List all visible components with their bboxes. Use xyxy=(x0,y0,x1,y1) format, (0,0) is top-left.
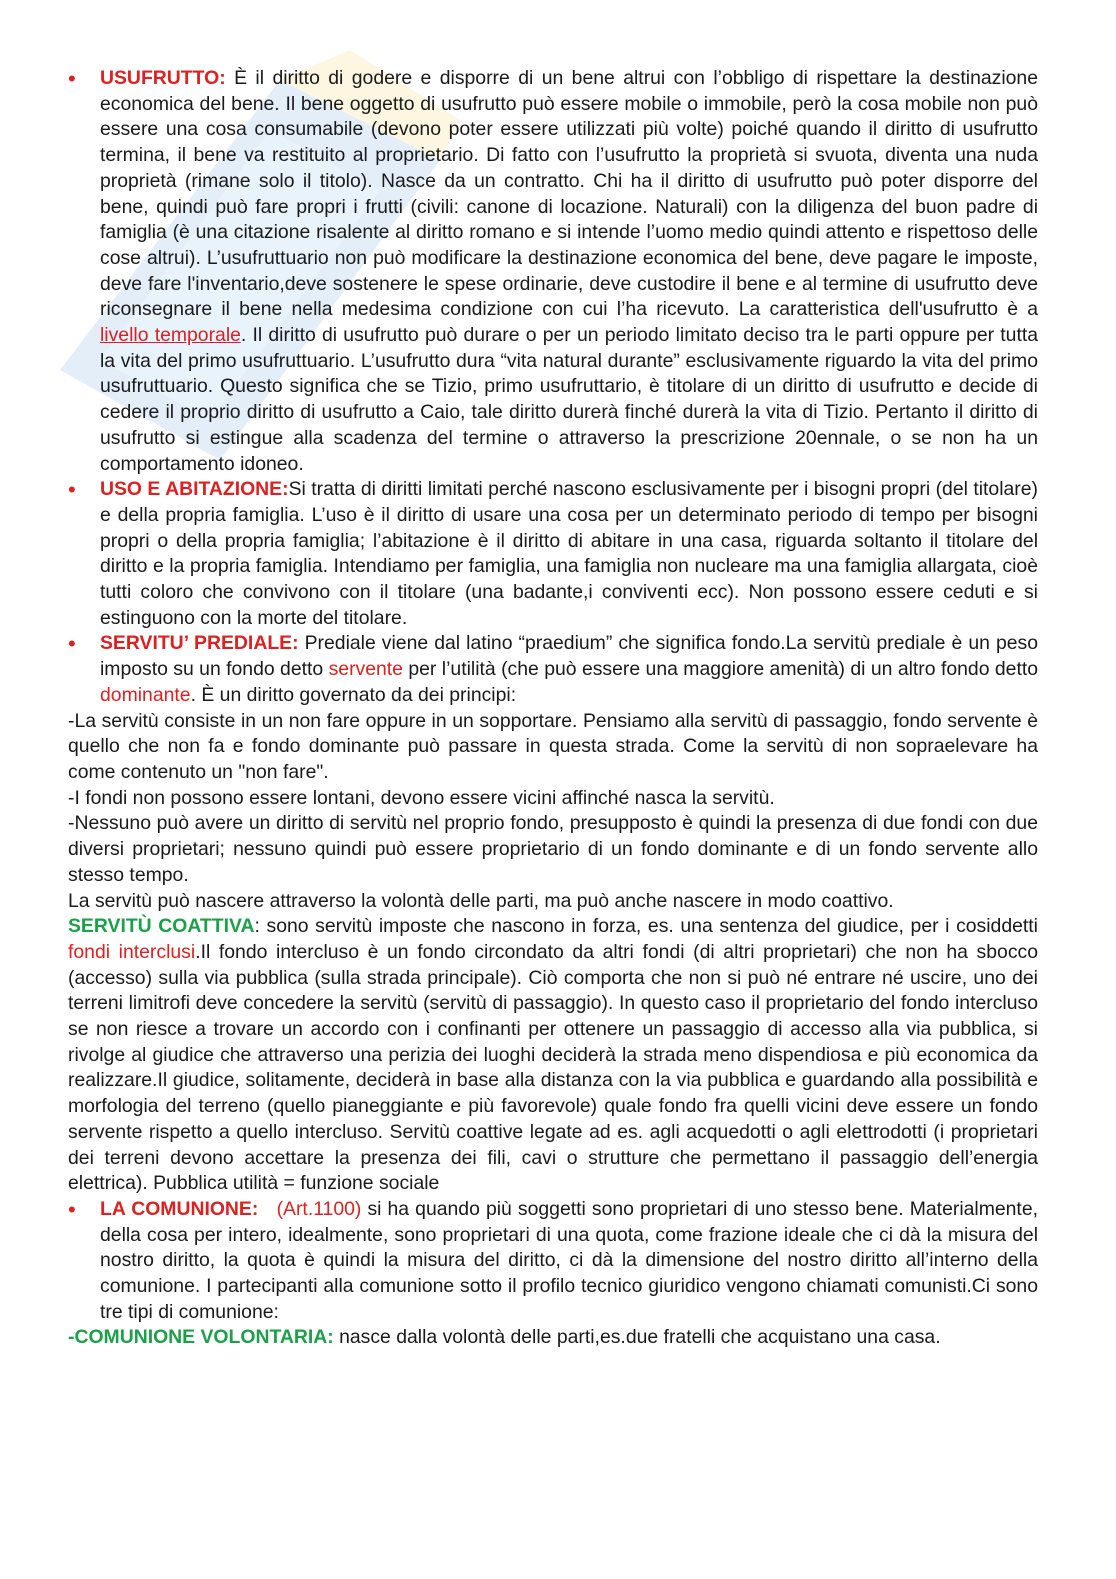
principle-paragraph: La servitù può nascere attraverso la volontà delle parti, ma può anche nascere in modo coattivo. xyxy=(68,889,894,912)
servitu-text-3: . È un diritto governato da dei principi: xyxy=(190,683,517,706)
bullet-usufrutto xyxy=(68,66,1038,477)
bullet-uso-abitazione xyxy=(68,477,1038,631)
heading-servitu-coattiva: SERVITÙ COATTIVA xyxy=(68,915,255,938)
principle-paragraph: -I fondi non possono essere lontani, devono essere vicini affinché nasca la servitù. xyxy=(68,786,775,809)
heading-uso-abitazione: USO E ABITAZIONE: xyxy=(100,478,289,501)
coattiva-text-2: .Il fondo intercluso è un fondo circondato da altri fondi (di altri proprietari) che non ha sbocco (accesso) sulla via pubblica (sulla strada principale). Ciò comporta che non si può né entrare né uscire, uno dei terreni limitrofi deve concedere la servitù (servitù di passaggio). In questo caso il proprietario del fondo intercluso se non riesce a trovare un accordo con i confinanti per ottenere un passaggio di accesso alla via pubblica, si rivolge al giudice che attraverso una perizia dei luoghi deciderà la strada meno dispendiosa e più economica da realizzare.Il giudice, solitamente, deciderà in base alla distanza con la via pubblica e guardando alla possibilità e morfologia del terreno (quello pianeggiante e più favorevole) quale fondo fra quelli vicini deve essere un fondo servente rispetto a quello intercluso. Servitù coattive legate ad es. agli acquedotti o agli elettrodotti (i proprietari dei terreni devono accettare la presenza dei fili, cavi o strutture che permettano il passaggio dell’energia elettrica). Pubblica utilità = funzione sociale xyxy=(68,940,1038,1195)
heading-comunione: LA COMUNIONE: xyxy=(100,1197,259,1220)
document-body xyxy=(68,66,1038,1351)
heading-comunione-volontaria: -COMUNIONE VOLONTARIA: xyxy=(68,1326,334,1349)
coattiva-text-1: : sono servitù imposte che nascono in forza, es. una sentenza del giudice, per i cosiddetti xyxy=(254,915,1038,938)
bullet-comunione xyxy=(68,1197,1038,1326)
bullet-servitu-prediale xyxy=(68,631,1038,708)
servitu-text-1: Prediale viene dal latino “praedium” che significa fondo.La servitù prediale è un peso imposto su un fondo detto xyxy=(100,632,1038,681)
heading-usufrutto: USUFRUTTO: xyxy=(100,67,226,89)
comunione-text: si ha quando più soggetti sono proprietari di uno stesso bene. Materialmente, della cosa per intero, idealmente, sono proprietari di una quota, come frazione ideale che ci dà la misura del nostro diritto, la quota è quindi la misura del diritto, ci dà la dimensione del nostro diritto all’interno della comunione. I partecipanti alla comunione sotto il profilo tecnico giuridico vengono chiamati comunisti.Ci sono tre tipi di comunione: xyxy=(100,1197,1038,1323)
principle-paragraph: -Nessuno può avere un diritto di servitù nel proprio fondo, presupposto è quindi la presenza di due fondi con due diversi proprietari; nessuno quindi può essere proprietario di un fondo dominante e di un fondo servente allo stesso tempo. xyxy=(68,812,1038,886)
servitu-text-2: per l’utilità (che può essere una maggiore amenità) di un altro fondo detto xyxy=(402,658,1038,681)
principle-paragraph: -La servitù consiste in un non fare oppure in un sopportare. Pensiamo alla servitù di passaggio, fondo servente è quello che non fa e fondo dominante può passare in questa strada. Come la servitù di non sopraelevare ha come contenuto un "non fare". xyxy=(68,709,1038,783)
livello-temporale-link[interactable]: livello temporale xyxy=(100,324,241,347)
paragraph-servitu-coattiva xyxy=(68,914,1038,1197)
article-reference: (Art.1100) xyxy=(276,1197,362,1220)
term-dominante: dominante xyxy=(100,683,191,706)
paragraph-comunione-volontaria xyxy=(68,1325,1038,1351)
volontaria-text: nasce dalla volontà delle parti,es.due fratelli che acquistano una casa. xyxy=(333,1326,941,1349)
term-servente: servente xyxy=(328,658,403,681)
usufrutto-text-2: . Il diritto di usufrutto può durare o per un periodo limitato deciso tra le parti oppure per tutta la vita del primo usufruttuario. L’usufrutto dura “vita natural durante” esclusivamente riguardo la vita del primo usufruttuario. Questo significa che se Tizio, primo usufruttario, è titolare di un diritto di usufrutto e decide di cedere il proprio diritto di usufrutto a Caio, tale diritto durerà finché durerà la vita di Tizio. Pertanto il diritto di usufrutto si estingue alla scadenza del termine o attraverso la prescrizione 20ennale, o se non ha un comportamento idoneo. xyxy=(100,324,1039,475)
heading-servitu-prediale: SERVITU’ PREDIALE: xyxy=(100,632,299,655)
term-fondi-interclusi: fondi interclusi xyxy=(68,940,196,963)
usufrutto-text-1: È il diritto di godere e disporre di un bene altrui con l’obbligo di rispettare la destinazione economica del bene. Il bene oggetto di usufrutto può essere mobile o immobile, però la cosa mobile non può essere una cosa consumabile (devono poter essere utilizzati più volte) poiché quando il diritto di usufrutto termina, il bene va restituito al proprietario. Di fatto con l’usufrutto la proprietà si svuota, diventa una nuda proprietà (rimane solo il titolo). Nasce da un contratto. Chi ha il diritto di usufrutto può poter disporre del bene, quindi può fare propri i frutti (civili: canone di locazione. Naturali) con la diligenza del buon padre di famiglia (è una citazione risalente al diritto romano e si intende l’uomo medio quindi attento e rispettoso delle cose altrui). L’usufruttuario non può modificare la destinazione economica del bene, deve pagare le imposte, deve fare l'inventario,deve sostenere le spese ordinarie, deve custodire il bene e al termine di usufrutto deve riconsegnare il bene nella medesima condizione con cui l’ha ricevuto. La caratteristica dell'usufrutto è a xyxy=(100,67,1038,321)
uso-text: Si tratta di diritti limitati perché nascono esclusivamente per i bisogni propri (del titolare) e della propria famiglia. L’uso è il diritto di usare una cosa per un determinato periodo di tempo per bisogni propri o della propria famiglia; l’abitazione è il diritto di abitare in una casa, riguarda soltanto il titolare del diritto e la propria famiglia. Intendiamo per famiglia, una famiglia non nucleare ma una famiglia allargata, cioè tutti coloro che convivono con il titolare (una badante,i conviventi ecc). Non possono essere ceduti e si estinguono con la morte del titolare. xyxy=(100,478,1038,629)
